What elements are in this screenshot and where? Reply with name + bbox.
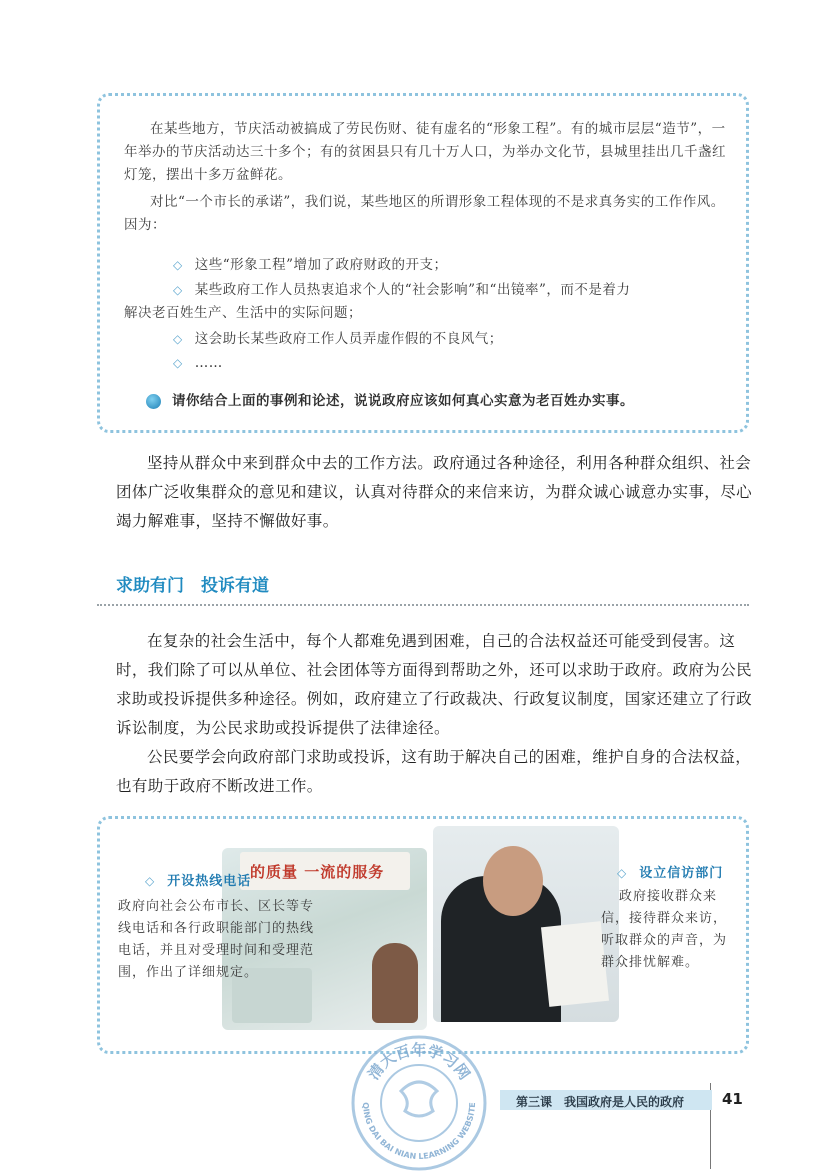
bullet-text: 某些政府工作人员热衷追求个人的“社会影响”和“出镜率”，而不是着力 xyxy=(194,282,631,298)
seal-emblem xyxy=(401,1082,437,1116)
bullet-text: 这会助长某些政府工作人员弄虚作假的不良风气； xyxy=(194,331,503,347)
section-heading: 求助有门 投诉有道 xyxy=(116,576,269,596)
letter-figure xyxy=(541,921,609,1007)
petition-title-text: 设立信访部门 xyxy=(639,866,724,881)
diamond-icon: ◇ xyxy=(173,283,183,297)
main-paragraph-2: 在复杂的社会生活中，每个人都难免遇到困难，自己的合法权益还可能受到侵害。这时，我们除了可以从单位、社会团体等方面得到帮助之外，还可以求助于政府。政府为公民求助或投诉提供多种途径。例如，政府建立了行政裁决、行政复议制度，国家还建立了行政诉讼制度，为公民求助或投诉提供了法律途径。 xyxy=(116,633,753,737)
hotline-title-text: 开设热线电话 xyxy=(167,874,252,889)
question-icon xyxy=(146,394,161,409)
diamond-icon: ◇ xyxy=(617,866,628,880)
case-bullet-4 xyxy=(173,352,223,375)
petition-title xyxy=(617,862,723,885)
hotline-caption: 政府向社会公布市长、区长等专线电话和各行政职能部门的热线电话，并且对受理时间和受理范围，作出了详细规定。 xyxy=(118,899,315,980)
banner-text: 的质量 一流的服务 xyxy=(250,863,385,881)
section-divider xyxy=(97,604,749,606)
case-bullet-2 xyxy=(173,279,630,302)
diamond-icon: ◇ xyxy=(173,356,183,370)
lesson-title: 第三课 我国政府是人民的政府 xyxy=(516,1095,685,1109)
case-paragraph-1: 在某些地方，节庆活动被搞成了劳民伤财、徒有虚名的“形象工程”。有的城市层层“造节”，一年举办的节庆活动达三十多个；有的贫困县只有几十万人口，为举办文化节，县城里挂出几千盏红灯笼，摆出十多万盆鲜花。 xyxy=(124,121,726,183)
main-paragraph-3: 公民要学会向政府部门求助或投诉，这有助于解决自己的困难，维护自身的合法权益，也有助于政府不断改进工作。 xyxy=(116,749,752,795)
bullet-text: 这些“形象工程”增加了政府财政的开支； xyxy=(194,257,448,273)
page-number: 41 xyxy=(722,1090,743,1108)
discussion-question: 请你结合上面的事例和论述，说说政府应该如何真心实意为老百姓办实事。 xyxy=(172,393,634,409)
case-bullet-2-continuation: 解决老百姓生产、生活中的实际问题； xyxy=(124,305,362,321)
case-paragraph-2: 对比“一个市长的承诺”，我们说，某些地区的所谓形象工程体现的不是求真务实的工作作风。因为： xyxy=(124,194,725,233)
watermark-seal xyxy=(349,1033,489,1173)
seal-inner-ring xyxy=(381,1065,457,1141)
person-figure xyxy=(372,943,418,1023)
diamond-icon: ◇ xyxy=(145,874,156,888)
case-bullet-1 xyxy=(173,254,448,277)
face-figure xyxy=(483,846,543,916)
diamond-icon: ◇ xyxy=(173,258,183,272)
bullet-text: …… xyxy=(194,355,223,371)
seal-top-text: 清大百年学习网 xyxy=(364,1041,474,1084)
main-paragraph-1: 坚持从群众中来到群众中去的工作方法。政府通过各种途径，利用各种群众组织、社会团体广泛收集群众的意见和建议，认真对待群众的来信来访，为群众诚心诚意办实事，尽心竭力解难事，坚持不懈做好事。 xyxy=(116,455,753,530)
service-banner xyxy=(240,852,410,890)
hotline-title xyxy=(145,870,251,893)
diamond-icon: ◇ xyxy=(173,332,183,346)
case-bullet-3 xyxy=(173,328,503,351)
petition-photo xyxy=(433,826,619,1022)
seal-bottom-text: QING DAI BAI NIAN LEARNING WEBSITE xyxy=(360,1102,478,1162)
petition-caption: 政府接收群众来信，接待群众来访，听取群众的声音，为群众排忧解难。 xyxy=(601,889,728,970)
